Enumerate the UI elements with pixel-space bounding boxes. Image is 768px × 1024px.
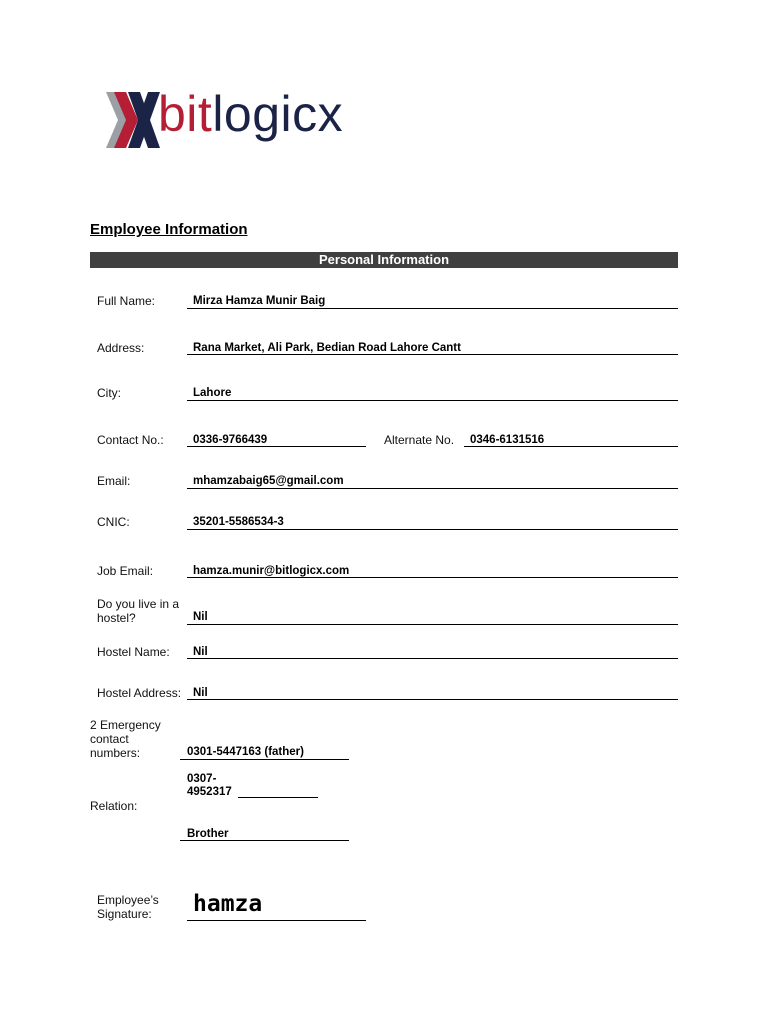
section-header-personal: Personal Information: [90, 252, 678, 268]
brand-name-bit: bit: [158, 86, 213, 142]
signature-value[interactable]: hamza: [193, 891, 263, 917]
address-value[interactable]: Rana Market, Ali Park, Bedian Road Lahore Cantt: [193, 342, 461, 354]
emergency-value-2-line2: 4952317: [187, 786, 232, 798]
brand-name: [158, 82, 343, 146]
emergency-value-1[interactable]: 0301-5447163 (father): [187, 746, 304, 758]
city-label: City:: [97, 386, 121, 400]
address-label: Address:: [97, 341, 145, 355]
alternate-underline: [464, 446, 678, 447]
emergency-underline-1: [180, 759, 349, 760]
job-email-underline: [187, 577, 678, 578]
chevron-x-logo-icon: [106, 90, 162, 150]
full-name-underline: [187, 308, 678, 309]
company-logo: [106, 88, 386, 152]
hostel-live-label: [97, 597, 179, 625]
hostel-address-underline: [187, 699, 678, 700]
job-email-value[interactable]: hamza.munir@bitlogicx.com: [193, 565, 350, 577]
full-name-label: Full Name:: [97, 294, 156, 308]
hostel-name-label: Hostel Name:: [97, 645, 170, 659]
hostel-name-underline: [187, 658, 678, 659]
emergency-underline-2: [238, 797, 318, 798]
cnic-label: CNIC:: [97, 515, 130, 529]
cnic-value[interactable]: 35201-5586534-3: [193, 516, 284, 528]
contact-value[interactable]: 0336-9766439: [193, 434, 268, 446]
emergency-value-2[interactable]: [187, 773, 232, 799]
hostel-name-value[interactable]: Nil: [193, 646, 208, 658]
hostel-live-label-line2: hostel?: [97, 611, 136, 625]
relation-value[interactable]: Brother: [187, 828, 229, 840]
emergency-label-line3: numbers:: [90, 746, 141, 760]
hostel-live-value[interactable]: Nil: [193, 611, 208, 623]
email-label: Email:: [97, 474, 131, 488]
job-email-label: Job Email:: [97, 564, 154, 578]
emergency-label: [90, 718, 161, 760]
hostel-address-value[interactable]: Nil: [193, 687, 208, 699]
brand-name-logicx: logicx: [212, 86, 344, 142]
emergency-label-line2: contact: [90, 732, 129, 746]
relation-label: Relation:: [90, 799, 138, 813]
signature-label-line2: Signature:: [97, 907, 152, 921]
emergency-value-2-line1: 0307-: [187, 773, 217, 785]
email-value[interactable]: mhamzabaig65@gmail.com: [193, 475, 344, 487]
signature-underline: [187, 920, 366, 921]
hostel-live-underline: [187, 624, 678, 625]
email-underline: [187, 488, 678, 489]
cnic-underline: [187, 529, 678, 530]
contact-underline: [187, 446, 366, 447]
hostel-live-label-line1: Do you live in a: [97, 597, 180, 611]
city-value[interactable]: Lahore: [193, 387, 232, 399]
emergency-label-line1: 2 Emergency: [90, 718, 161, 732]
city-underline: [187, 400, 678, 401]
hostel-address-label: Hostel Address:: [97, 686, 182, 700]
alternate-label: Alternate No.: [384, 433, 455, 447]
contact-label: Contact No.:: [97, 433, 164, 447]
signature-label: [97, 893, 159, 921]
relation-underline: [180, 840, 349, 841]
alternate-value[interactable]: 0346-6131516: [470, 434, 545, 446]
signature-label-line1: Employee’s: [97, 893, 159, 907]
full-name-value[interactable]: Mirza Hamza Munir Baig: [193, 295, 326, 307]
address-underline: [187, 354, 678, 355]
page-title: Employee Information: [90, 221, 248, 238]
